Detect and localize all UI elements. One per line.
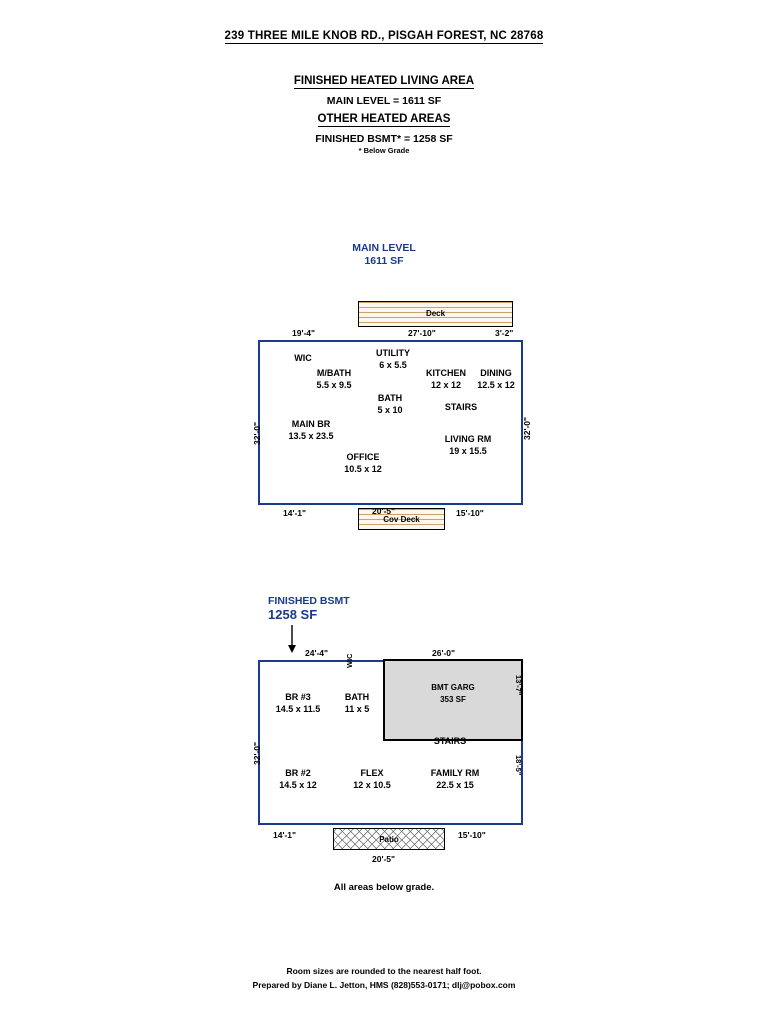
main-dim-bottom-center: 20'-5": [372, 506, 396, 516]
finished-heated-living-area-heading: [0, 75, 768, 87]
room-label: UTILITY: [376, 348, 410, 358]
room-stairs-main: [432, 402, 490, 414]
bsmt-dim-right-lower: 18'-5": [514, 755, 523, 776]
footer-note-preparer: Prepared by Diane L. Jetton, HMS (828)553-0171; dlj@pobox.com: [252, 980, 516, 990]
main-dim-left-side: 32'-0": [252, 421, 262, 445]
main-dim-top-right: 3'-2": [495, 328, 514, 338]
room-dims: 5 x 10: [377, 404, 403, 415]
room-dims: 14.5 x 11.5: [275, 703, 321, 714]
room-living-rm: [428, 434, 508, 457]
room-dims: 12 x 12: [430, 379, 462, 390]
room-label: FLEX: [360, 768, 384, 778]
room-wic-main: [283, 353, 323, 365]
room-dims: 19 x 15.5: [449, 445, 487, 456]
room-label: DINING: [480, 368, 512, 378]
main-dim-bottom-right: 15'-10": [456, 508, 484, 518]
room-dims: 5.5 x 9.5: [316, 379, 352, 390]
main-level-sf-value: MAIN LEVEL = 1611 SF: [326, 95, 442, 107]
main-level-caption: [0, 242, 768, 268]
main-dim-right-side: 32'-0": [522, 416, 532, 440]
garage-sf: 353 SF: [440, 695, 466, 704]
room-stairs-bsmt: [410, 736, 490, 748]
room-label: BATH: [377, 393, 403, 403]
basement-caption-line2: 1258 SF: [268, 607, 318, 622]
room-flex: [338, 768, 406, 791]
below-grade-footnote: * Below Grade: [358, 146, 410, 155]
bsmt-dim-bottom-center: 20'-5": [372, 854, 396, 864]
room-dims: 12.5 x 12: [477, 379, 515, 390]
room-dims: 11 x 5: [344, 703, 370, 714]
main-level-caption-line1: MAIN LEVEL: [352, 242, 416, 254]
basement-caption-line1: FINISHED BSMT: [268, 595, 350, 607]
room-dims: 10.5 x 12: [344, 463, 382, 474]
room-bath-bsmt: [332, 692, 382, 715]
other-heated-areas-text: OTHER HEATED AREAS: [317, 113, 451, 125]
other-heated-areas-heading: [0, 113, 768, 125]
main-level-caption-line2: 1611 SF: [364, 255, 404, 267]
room-dims: 13.5 x 23.5: [288, 430, 334, 441]
finished-heated-living-area-text: FINISHED HEATED LIVING AREA: [293, 75, 475, 87]
main-dim-top-left: 19'-4": [292, 328, 316, 338]
basement-arrow-icon: [284, 625, 300, 653]
room-label: LIVING RM: [444, 434, 492, 444]
room-dims: 12 x 10.5: [353, 779, 391, 790]
room-office: [330, 452, 396, 475]
room-main-br: [270, 419, 352, 442]
bsmt-dim-bottom-left: 14'-1": [273, 830, 297, 840]
room-label: OFFICE: [346, 452, 380, 462]
basement-garage-area: [383, 659, 523, 741]
room-label: STAIRS: [444, 402, 478, 412]
address-text: 239 THREE MILE KNOB RD., PISGAH FOREST, NC 28768: [224, 30, 544, 42]
room-label: BR #3: [285, 692, 311, 702]
room-label: M/BATH: [316, 368, 352, 378]
room-bath-main: [362, 393, 418, 416]
room-dims: 6 x 5.5: [379, 359, 407, 370]
finished-bsmt-sf-value: FINISHED BSMT* = 1258 SF: [315, 133, 453, 145]
garage-label: BMT GARG: [431, 683, 475, 692]
bsmt-dim-top-left: 24'-4": [305, 648, 329, 658]
room-label: FAMILY RM: [430, 768, 480, 778]
room-label: WIC: [345, 653, 354, 668]
room-label: BATH: [344, 692, 370, 702]
room-label: KITCHEN: [426, 368, 466, 378]
all-areas-below-grade-note: All areas below grade.: [333, 882, 435, 893]
bsmt-dim-bottom-right: 15'-10": [458, 830, 486, 840]
page-title: [0, 30, 768, 42]
room-br3: [258, 692, 338, 715]
patio-label: Patio: [379, 835, 399, 844]
room-dining: [468, 368, 524, 391]
room-label: WIC: [294, 353, 312, 363]
room-label: STAIRS: [433, 736, 467, 746]
room-label: MAIN BR: [291, 419, 331, 429]
basement-caption: [268, 595, 458, 621]
room-kitchen: [418, 368, 474, 391]
cov-deck-label: Cov Deck: [383, 515, 420, 524]
room-wic-bsmt: [345, 653, 354, 668]
room-family-rm: [412, 768, 498, 791]
deck-area: [358, 301, 513, 327]
deck-label: Deck: [425, 309, 446, 318]
room-dims: 22.5 x 15: [436, 779, 474, 790]
bsmt-dim-left-side: 32'-0": [252, 741, 262, 765]
room-br2: [258, 768, 338, 791]
footer-note-rounding: Room sizes are rounded to the nearest half foot.: [286, 966, 482, 976]
room-label: BR #2: [285, 768, 311, 778]
main-dim-top-deck: 27'-10": [408, 328, 436, 338]
room-master-bath: [303, 368, 365, 391]
patio-area: [333, 828, 445, 850]
room-dims: 14.5 x 12: [279, 779, 317, 790]
main-dim-bottom-left: 14'-1": [283, 508, 307, 518]
room-utility: [362, 348, 424, 371]
bsmt-dim-top-right: 26'-0": [432, 648, 456, 658]
bsmt-dim-right-upper: 13'-7": [514, 675, 523, 696]
